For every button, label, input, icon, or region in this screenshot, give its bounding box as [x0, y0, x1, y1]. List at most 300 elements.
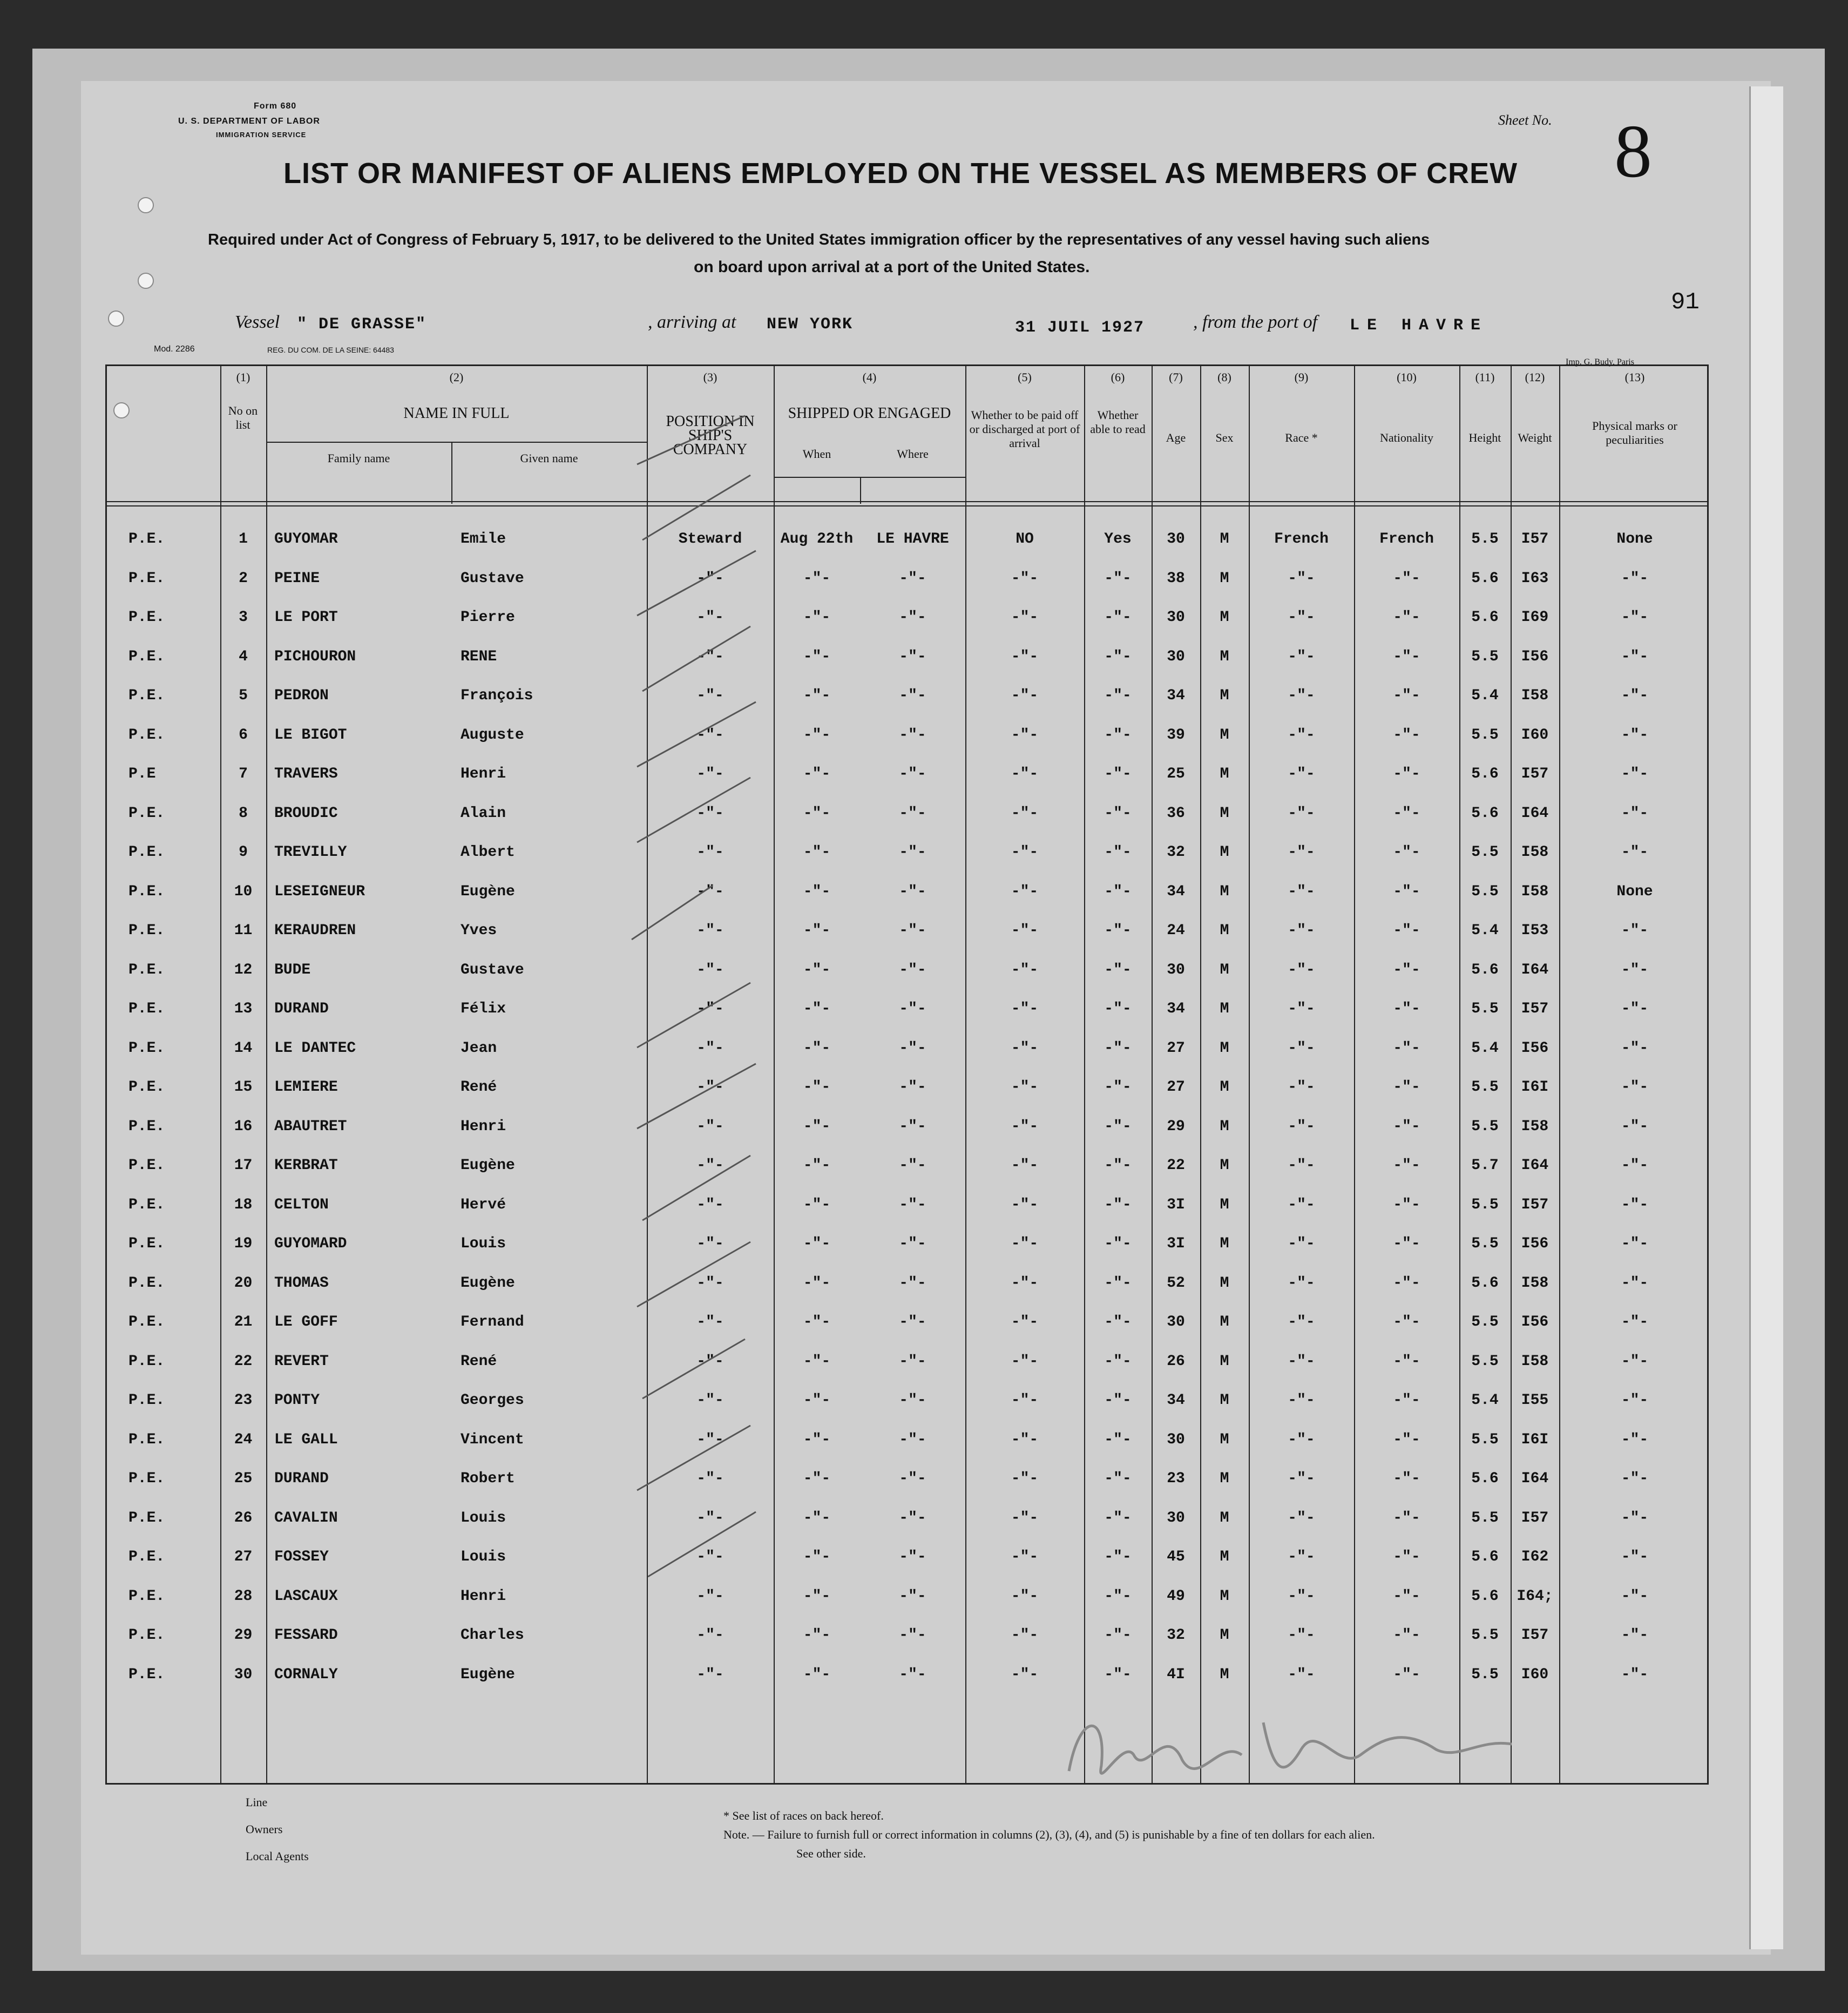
cell-marks: -"- [1621, 570, 1649, 587]
cell-position: -"- [696, 1118, 724, 1135]
sheet-number: 8 [1614, 110, 1652, 193]
cell-family: FOSSEY [274, 1549, 329, 1565]
cell-marks: -"- [1621, 766, 1649, 782]
cell-family: PICHOURON [274, 648, 356, 665]
cell-sex: M [1220, 687, 1229, 704]
cell-nat: -"- [1393, 1353, 1420, 1370]
col13-num: (13) [1624, 370, 1645, 384]
cell-family: CELTON [274, 1196, 329, 1213]
cell-sex: M [1220, 766, 1229, 782]
cell-when: -"- [803, 1196, 831, 1213]
cell-position: -"- [696, 1314, 724, 1330]
cell-weight: I58 [1521, 883, 1549, 900]
cell-paid: -"- [1011, 844, 1039, 861]
cell-sex: M [1220, 961, 1229, 978]
col11-header: Height [1468, 431, 1501, 444]
col10-num: (10) [1397, 370, 1417, 384]
subtitle-line1: Required under Act of Congress of February 5, 1917, to be delivered to the United States immigration officer by the representatives of any vessel having such aliens [208, 231, 1430, 248]
col5-header: Whether to be paid off or discharged at port of arrival [969, 408, 1080, 450]
cell-code: P.E. [128, 570, 165, 587]
cell-given: Gustave [461, 961, 524, 978]
cell-race: -"- [1288, 1157, 1315, 1174]
cell-given: Gustave [461, 570, 524, 587]
cell-no: 7 [239, 766, 248, 782]
col3-num: (3) [703, 370, 717, 384]
cell-position: -"- [696, 961, 724, 978]
cell-sex: M [1220, 1431, 1229, 1448]
page-title: LIST OR MANIFEST OF ALIENS EMPLOYED ON THE VESSEL AS MEMBERS OF CREW [283, 157, 1518, 190]
cell-height: 5.6 [1471, 1470, 1499, 1487]
cell-nat: -"- [1393, 1509, 1420, 1526]
cell-when: -"- [803, 1157, 831, 1174]
cell-sex: M [1220, 805, 1229, 822]
cell-marks: -"- [1621, 1431, 1649, 1448]
local-agents-label: Local Agents [246, 1849, 309, 1863]
cell-code: P.E. [128, 1549, 165, 1565]
cell-code: P.E. [128, 1118, 165, 1135]
cell-family: LEMIERE [274, 1079, 338, 1096]
cell-where: -"- [899, 1666, 926, 1683]
cell-paid: -"- [1011, 1039, 1039, 1057]
cell-nat: -"- [1393, 1157, 1420, 1174]
cell-position: -"- [696, 1196, 724, 1213]
cell-code: P.E. [128, 726, 165, 744]
cell-position: -"- [696, 648, 724, 665]
cell-position: -"- [696, 1666, 724, 1683]
cell-family: BUDE [274, 961, 311, 978]
races-note: * See list of races on back hereof. [723, 1809, 884, 1822]
cell-paid: -"- [1011, 1001, 1039, 1017]
cell-age: 4I [1167, 1666, 1185, 1683]
cell-code: P.E. [128, 1274, 165, 1292]
cell-position: -"- [696, 766, 724, 782]
cell-weight: I69 [1521, 609, 1549, 626]
cell-paid: -"- [1011, 648, 1039, 665]
cell-age: 45 [1167, 1549, 1185, 1565]
cell-code: P.E. [128, 609, 165, 626]
cell-marks: -"- [1621, 1588, 1649, 1605]
cell-code: P.E. [128, 1470, 165, 1487]
cell-weight: I64 [1521, 805, 1549, 822]
cell-given: René [461, 1079, 497, 1096]
cell-age: 32 [1167, 1627, 1185, 1644]
cell-code: P.E. [128, 844, 165, 861]
cell-given: Auguste [461, 726, 524, 744]
cell-where: -"- [899, 609, 926, 626]
cell-position: -"- [696, 570, 724, 587]
cell-given: Eugène [461, 1274, 515, 1292]
cell-height: 5.5 [1471, 1001, 1499, 1017]
cell-nat: -"- [1393, 648, 1420, 665]
cell-race: -"- [1288, 1118, 1315, 1135]
cell-age: 34 [1167, 883, 1185, 900]
cell-code: P.E. [128, 805, 165, 822]
cell-marks: -"- [1621, 1392, 1649, 1409]
cell-where: -"- [899, 1196, 926, 1213]
cell-given: Henri [461, 766, 506, 782]
cell-sex: M [1220, 1509, 1229, 1526]
cell-weight: I64 [1521, 961, 1549, 978]
cell-height: 5.5 [1471, 1196, 1499, 1213]
cell-where: -"- [899, 1274, 926, 1292]
cell-paid: -"- [1011, 805, 1039, 822]
printer: Imp. G. Budy, Paris [1566, 357, 1634, 367]
form-number: Form 680 [254, 102, 297, 111]
cell-age: 30 [1167, 1509, 1185, 1526]
col1-num: (1) [236, 370, 251, 384]
cell-nat: -"- [1393, 1627, 1420, 1644]
cell-weight: I56 [1521, 648, 1549, 665]
cell-when: -"- [803, 766, 831, 782]
cell-read: -"- [1104, 1588, 1132, 1605]
col5-num: (5) [1018, 370, 1032, 384]
cell-race: -"- [1288, 766, 1315, 782]
cell-read: -"- [1104, 1039, 1132, 1057]
cell-family: ABAUTRET [274, 1118, 347, 1135]
cell-race: -"- [1288, 1235, 1315, 1252]
cell-weight: I64; [1517, 1588, 1553, 1605]
cell-age: 34 [1167, 1001, 1185, 1017]
col4b-header: Where [897, 447, 929, 461]
cell-given: Emile [461, 531, 506, 548]
cell-paid: -"- [1011, 1549, 1039, 1565]
cell-no: 3 [239, 609, 248, 626]
departure-port: LE HAVRE [1350, 316, 1488, 335]
cell-no: 30 [234, 1666, 253, 1683]
cell-height: 5.4 [1471, 922, 1499, 939]
cell-nat: -"- [1393, 1549, 1420, 1565]
cell-age: 52 [1167, 1274, 1185, 1292]
cell-when: -"- [803, 609, 831, 626]
cell-sex: M [1220, 922, 1229, 939]
cell-read: -"- [1104, 1118, 1132, 1135]
cell-weight: I57 [1521, 1509, 1549, 1526]
cell-read: -"- [1104, 1470, 1132, 1487]
cell-code: P.E. [128, 648, 165, 665]
cell-height: 5.6 [1471, 609, 1499, 626]
cell-where: -"- [899, 1314, 926, 1330]
cell-marks: -"- [1621, 1314, 1649, 1330]
cell-race: -"- [1288, 1196, 1315, 1213]
manifest-table [105, 364, 1709, 1785]
punch-hole [138, 273, 154, 289]
cell-nat: -"- [1393, 1392, 1420, 1409]
cell-paid: -"- [1011, 570, 1039, 587]
cell-when: Aug 22th [780, 531, 854, 548]
cell-family: THOMAS [274, 1274, 329, 1292]
cell-marks: -"- [1621, 1666, 1649, 1683]
cell-age: 22 [1167, 1157, 1185, 1174]
cell-read: Yes [1104, 531, 1132, 548]
cell-no: 8 [239, 805, 248, 822]
sheet-label: Sheet No. [1498, 112, 1552, 128]
cell-race: -"- [1288, 609, 1315, 626]
cell-age: 36 [1167, 805, 1185, 822]
cell-position: -"- [696, 1274, 724, 1292]
cell-given: Yves [461, 922, 497, 939]
cell-nat: -"- [1393, 1001, 1420, 1017]
cell-where: -"- [899, 1470, 926, 1487]
col2-header: NAME IN FULL [403, 405, 510, 422]
cell-height: 5.6 [1471, 1549, 1499, 1565]
cell-sex: M [1220, 844, 1229, 861]
cell-age: 24 [1167, 922, 1185, 939]
cell-code: P.E [128, 766, 156, 782]
cell-sex: M [1220, 1196, 1229, 1213]
cell-given: Eugène [461, 883, 515, 900]
cell-read: -"- [1104, 1274, 1132, 1292]
cell-no: 19 [234, 1235, 253, 1252]
cell-no: 9 [239, 844, 248, 861]
cell-no: 27 [234, 1549, 253, 1565]
cell-age: 49 [1167, 1588, 1185, 1605]
cell-family: REVERT [274, 1353, 329, 1370]
cell-position: -"- [696, 1431, 724, 1448]
cell-weight: I62 [1521, 1549, 1549, 1565]
cell-when: -"- [803, 1039, 831, 1057]
cell-paid: -"- [1011, 1509, 1039, 1526]
cell-given: Eugène [461, 1666, 515, 1683]
cell-race: -"- [1288, 1001, 1315, 1017]
cell-age: 30 [1167, 531, 1185, 548]
cell-when: -"- [803, 1431, 831, 1448]
cell-weight: I64 [1521, 1470, 1549, 1487]
cell-marks: None [1616, 531, 1653, 548]
cell-sex: M [1220, 1549, 1229, 1565]
cell-nat: French [1379, 531, 1434, 548]
cell-height: 5.4 [1471, 687, 1499, 704]
cell-sex: M [1220, 1039, 1229, 1057]
cell-sex: M [1220, 1274, 1229, 1292]
cell-where: -"- [899, 570, 926, 587]
cell-weight: I58 [1521, 1274, 1549, 1292]
cell-marks: -"- [1621, 1039, 1649, 1057]
cell-position: -"- [696, 1353, 724, 1370]
cell-code: P.E. [128, 1392, 165, 1409]
cell-where: -"- [899, 1353, 926, 1370]
cell-where: -"- [899, 961, 926, 978]
cell-where: -"- [899, 1157, 926, 1174]
cell-where: -"- [899, 1235, 926, 1252]
cell-where: -"- [899, 1431, 926, 1448]
cell-marks: -"- [1621, 1079, 1649, 1096]
cell-height: 5.6 [1471, 766, 1499, 782]
cell-no: 12 [234, 961, 253, 978]
cell-race: -"- [1288, 1353, 1315, 1370]
cell-position: -"- [696, 883, 724, 900]
cell-when: -"- [803, 1470, 831, 1487]
cell-position: -"- [696, 1392, 724, 1409]
col4-header: SHIPPED OR ENGAGED [788, 405, 951, 422]
cell-given: Henri [461, 1118, 506, 1135]
cell-given: Charles [461, 1627, 524, 1644]
cell-sex: M [1220, 1079, 1229, 1096]
cell-race: -"- [1288, 687, 1315, 704]
cell-no: 15 [234, 1079, 253, 1096]
cell-when: -"- [803, 1079, 831, 1096]
cell-when: -"- [803, 1314, 831, 1330]
cell-paid: -"- [1011, 1353, 1039, 1370]
cell-when: -"- [803, 1627, 831, 1644]
cell-when: -"- [803, 844, 831, 861]
cell-when: -"- [803, 687, 831, 704]
col13-header: Physical marks or peculiarities [1592, 419, 1677, 447]
col3-header: POSITION IN SHIP'S COMPANY [666, 413, 755, 458]
cell-weight: I58 [1521, 687, 1549, 704]
cell-height: 5.6 [1471, 1588, 1499, 1605]
page-edges [1749, 86, 1783, 1949]
cell-race: -"- [1288, 883, 1315, 900]
cell-nat: -"- [1393, 1118, 1420, 1135]
cell-nat: -"- [1393, 883, 1420, 900]
cell-marks: -"- [1621, 1118, 1649, 1135]
cell-nat: -"- [1393, 726, 1420, 744]
cell-family: CAVALIN [274, 1509, 338, 1526]
cell-race: -"- [1288, 570, 1315, 587]
arriving-label: , arriving at [648, 312, 736, 332]
cell-given: Louis [461, 1549, 506, 1565]
cell-family: TRAVERS [274, 766, 338, 782]
cell-read: -"- [1104, 1549, 1132, 1565]
cell-age: 38 [1167, 570, 1185, 587]
cell-sex: M [1220, 1666, 1229, 1683]
cell-sex: M [1220, 648, 1229, 665]
cell-weight: I6I [1521, 1431, 1549, 1448]
cell-race: -"- [1288, 1588, 1315, 1605]
cell-no: 2 [239, 570, 248, 587]
page-number: 91 [1671, 289, 1700, 316]
registry: REG. DU COM. DE LA SEINE: 64483 [267, 346, 394, 354]
cell-family: DURAND [274, 1470, 329, 1487]
cell-position: -"- [696, 922, 724, 939]
cell-family: DURAND [274, 1001, 329, 1017]
cell-race: -"- [1288, 922, 1315, 939]
see-other-side: See other side. [796, 1847, 866, 1860]
cell-where: LE HAVRE [876, 531, 949, 548]
col6-num: (6) [1111, 370, 1125, 384]
cell-marks: -"- [1621, 922, 1649, 939]
cell-marks: -"- [1621, 1470, 1649, 1487]
cell-position: -"- [696, 726, 724, 744]
cell-height: 5.5 [1471, 648, 1499, 665]
cell-nat: -"- [1393, 805, 1420, 822]
cell-no: 22 [234, 1353, 253, 1370]
cell-no: 23 [234, 1392, 253, 1409]
cell-marks: -"- [1621, 648, 1649, 665]
cell-position: -"- [696, 1588, 724, 1605]
cell-height: 5.5 [1471, 883, 1499, 900]
cell-no: 1 [239, 531, 248, 548]
cell-given: Hervé [461, 1196, 506, 1213]
cell-position: Steward [678, 531, 742, 548]
cell-paid: -"- [1011, 1079, 1039, 1096]
cell-read: -"- [1104, 1079, 1132, 1096]
cell-given: Louis [461, 1235, 506, 1252]
cell-family: KERBRAT [274, 1157, 338, 1174]
cell-weight: I57 [1521, 766, 1549, 782]
cell-sex: M [1220, 570, 1229, 587]
cell-paid: -"- [1011, 922, 1039, 939]
cell-family: LE PORT [274, 609, 338, 626]
cell-no: 29 [234, 1627, 253, 1644]
cell-where: -"- [899, 1118, 926, 1135]
cell-code: P.E. [128, 1157, 165, 1174]
cell-weight: I55 [1521, 1392, 1549, 1409]
cell-nat: -"- [1393, 844, 1420, 861]
cell-race: French [1274, 531, 1329, 548]
cell-height: 5.5 [1471, 1353, 1499, 1370]
cell-where: -"- [899, 1001, 926, 1017]
cell-family: GUYOMARD [274, 1235, 347, 1252]
cell-when: -"- [803, 570, 831, 587]
cell-sex: M [1220, 1235, 1229, 1252]
cell-height: 5.5 [1471, 1509, 1499, 1526]
cell-race: -"- [1288, 1470, 1315, 1487]
cell-height: 5.5 [1471, 844, 1499, 861]
cell-read: -"- [1104, 961, 1132, 978]
cell-weight: I53 [1521, 922, 1549, 939]
cell-when: -"- [803, 1235, 831, 1252]
cell-height: 5.5 [1471, 1235, 1499, 1252]
cell-where: -"- [899, 922, 926, 939]
cell-nat: -"- [1393, 1079, 1420, 1096]
cell-age: 30 [1167, 1431, 1185, 1448]
cell-sex: M [1220, 1470, 1229, 1487]
cell-family: PEINE [274, 570, 320, 587]
cell-code: P.E. [128, 1079, 165, 1096]
cell-given: Eugène [461, 1157, 515, 1174]
col6-header: Whether able to read [1090, 408, 1146, 436]
cell-no: 20 [234, 1274, 253, 1292]
cell-code: P.E. [128, 1431, 165, 1448]
cell-race: -"- [1288, 961, 1315, 978]
cell-age: 30 [1167, 1314, 1185, 1330]
cell-weight: I58 [1521, 1118, 1549, 1135]
cell-marks: -"- [1621, 1274, 1649, 1292]
cell-when: -"- [803, 883, 831, 900]
cell-weight: I58 [1521, 844, 1549, 861]
cell-when: -"- [803, 1549, 831, 1565]
cell-height: 5.5 [1471, 1627, 1499, 1644]
cell-height: 5.6 [1471, 570, 1499, 587]
col10-header: Nationality [1380, 431, 1433, 444]
cell-read: -"- [1104, 844, 1132, 861]
cell-where: -"- [899, 1549, 926, 1565]
cell-height: 5.4 [1471, 1039, 1499, 1057]
cell-paid: -"- [1011, 1196, 1039, 1213]
cell-marks: -"- [1621, 687, 1649, 704]
cell-when: -"- [803, 1509, 831, 1526]
cell-where: -"- [899, 1509, 926, 1526]
cell-marks: None [1616, 883, 1653, 900]
cell-paid: -"- [1011, 1235, 1039, 1252]
mod-number: Mod. 2286 [154, 344, 195, 354]
col4-num: (4) [862, 370, 877, 384]
cell-family: LASCAUX [274, 1588, 338, 1605]
cell-nat: -"- [1393, 961, 1420, 978]
cell-no: 17 [234, 1157, 253, 1174]
cell-position: -"- [696, 1001, 724, 1017]
cell-sex: M [1220, 726, 1229, 744]
cell-paid: -"- [1011, 1666, 1039, 1683]
cell-code: P.E. [128, 1666, 165, 1683]
cell-read: -"- [1104, 1314, 1132, 1330]
cell-when: -"- [803, 1001, 831, 1017]
cell-race: -"- [1288, 1627, 1315, 1644]
cell-read: -"- [1104, 726, 1132, 744]
cell-when: -"- [803, 1392, 831, 1409]
cell-race: -"- [1288, 1392, 1315, 1409]
